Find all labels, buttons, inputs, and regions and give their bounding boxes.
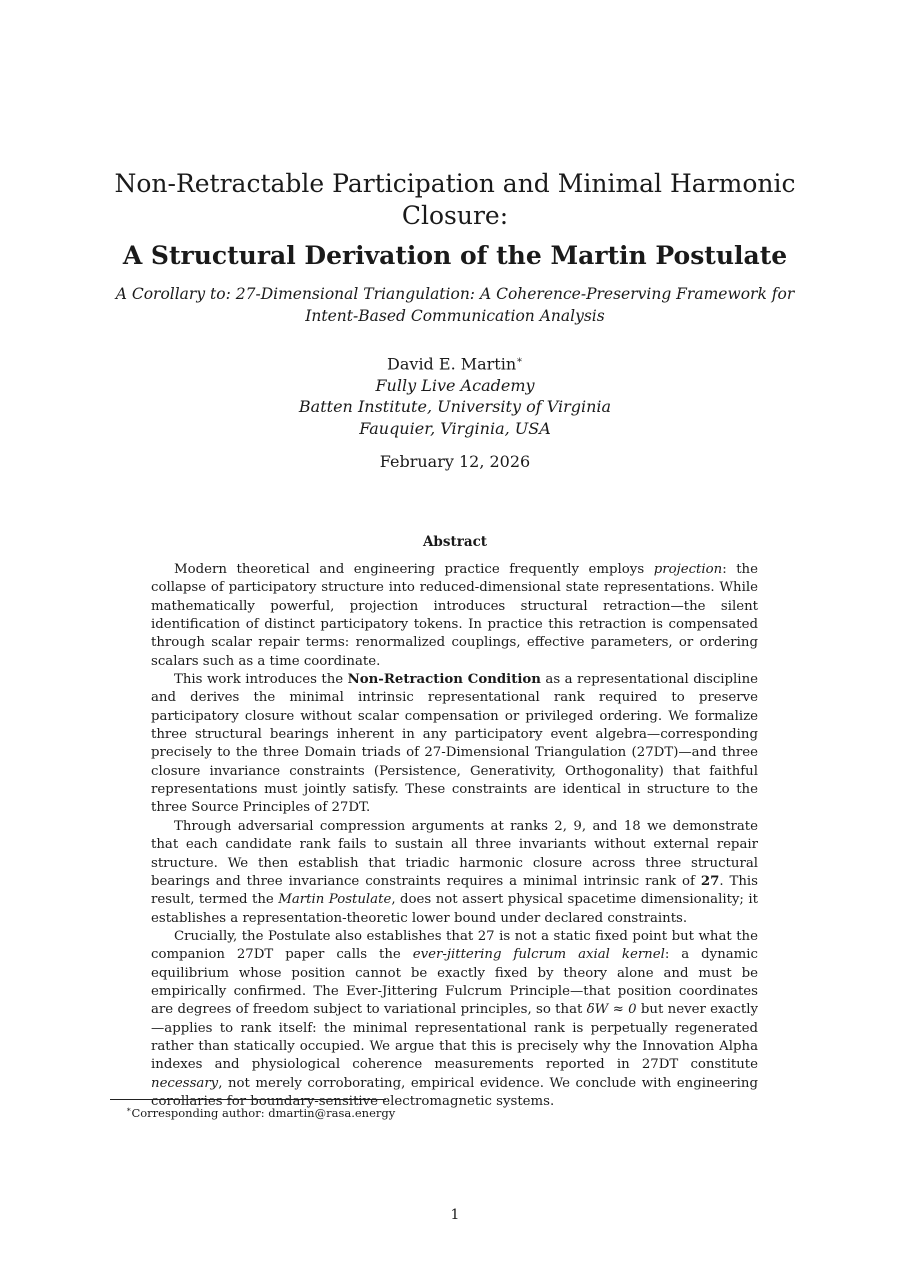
- abstract-emphasis: Martin Postulate: [278, 892, 392, 908]
- abstract-math: δW ≈ 0: [586, 1002, 637, 1018]
- abstract-text: but never exactly—applies to rank itself: the minimal representational rank is perpetually regenerated rather than statically occupied. We argue that this is precisely why the Innovation Alpha indexes and physiological coherence measurements reported in 27DT constitute: [151, 1002, 758, 1073]
- abstract-paragraph-3: [151, 818, 758, 928]
- abstract-emphasis: projection: [653, 562, 723, 577]
- author-name-line: [200, 350, 710, 375]
- abstract-text: . This result, termed the: [151, 873, 759, 908]
- paper-subtitle: A Structural Derivation of the Martin Postulate: [122, 241, 788, 270]
- abstract-body: [151, 561, 758, 1111]
- footnote-marker: ∗: [126, 1105, 132, 1114]
- author-block: [200, 350, 710, 439]
- corollary-note: A Corollary to: 27-Dimensional Triangulation: A Coherence-Preserving Framework for Intent-Based Communication Analysis: [115, 285, 795, 325]
- page-number: 1: [450, 1207, 460, 1223]
- paper-title: Non-Retractable Participation and Minimal Harmonic Closure:: [114, 169, 796, 230]
- author-footnote-marker: ∗: [516, 355, 523, 366]
- author-affiliation-3: Fauquier, Virginia, USA: [359, 418, 551, 438]
- abstract-strong: Non-Retraction Condition: [347, 672, 541, 688]
- abstract-paragraph-1: [151, 561, 758, 671]
- abstract-text: : the collapse of participatory structure into reduced-dimensional state representations. While mathematically powerful, projection introduces structural retraction—the silent identification of distinct participatory tokens. In practice this retraction is compensated through scalar repair terms: renormalized couplings, effective parameters, or ordering scalars such as a time coordinate.: [151, 562, 758, 669]
- abstract-strong: 27: [700, 873, 720, 889]
- footnote-rule: [110, 1099, 386, 1100]
- abstract-text: Through adversarial compression arguments at ranks 2, 9, and 18 we demonstrate that each candidate rank fails to sustain all three invariants without external repair structure. We then establish that triadic harmonic closure across three structural bearings and three invariance constraints requires a minimal intrinsic rank of: [151, 818, 758, 889]
- abstract-text: : a dynamic equilibrium whose position cannot be exactly fixed by theory alone and must be empirically confirmed. The Ever-Jittering Fulcrum Principle—that position coordinates are degrees of freedom subject to variational principles, so that: [151, 947, 758, 1018]
- abstract-heading: Abstract: [422, 534, 488, 550]
- abstract-paragraph-4: [151, 928, 758, 1111]
- author-affiliation-2: Batten Institute, University of Virginia: [298, 397, 612, 417]
- abstract-emphasis: ever-jittering fulcrum axial kernel: [412, 947, 665, 963]
- abstract-text: This work introduces the: [174, 672, 348, 688]
- author-name: David E. Martin: [387, 354, 517, 374]
- footnote-text: Corresponding author: dmartin@rasa.energy: [131, 1105, 396, 1120]
- publication-date: February 12, 2026: [379, 452, 531, 471]
- abstract-text: , does not assert physical spacetime dimensionality; it establishes a representation-theoretic lower bound under declared constraints.: [151, 892, 758, 926]
- abstract-paragraph-2: [151, 671, 758, 818]
- abstract-text: as a representational discipline and derives the minimal intrinsic representational rank required to preserve participatory closure without scalar compensation or privileged ordering. We formalize three structural bearings inherent in any participatory event algebra—corresponding precisely to the three Domain triads of 27-Dimensional Triangulation (27DT)—and three closure invariance constraints (Persistence, Generativity, Orthogonality) that faithful representations must jointly satisfy. These constraints are identical in structure to the three Source Principles of 27DT.: [151, 672, 758, 816]
- abstract-text: Crucially, the Postulate also establishes that 27 is not a static fixed point but what the companion 27DT paper calls the: [151, 928, 758, 963]
- abstract-emphasis: necessary: [151, 1075, 219, 1091]
- author-affiliation-1: Fully Live Academy: [375, 375, 535, 395]
- abstract-text: , not merely corroborating, empirical evidence. We conclude with engineering corollaries for boundary-sensitive electromagnetic systems.: [151, 1075, 758, 1109]
- footnote: [126, 1102, 395, 1121]
- abstract-text: Modern theoretical and engineering practice frequently employs: [174, 562, 654, 577]
